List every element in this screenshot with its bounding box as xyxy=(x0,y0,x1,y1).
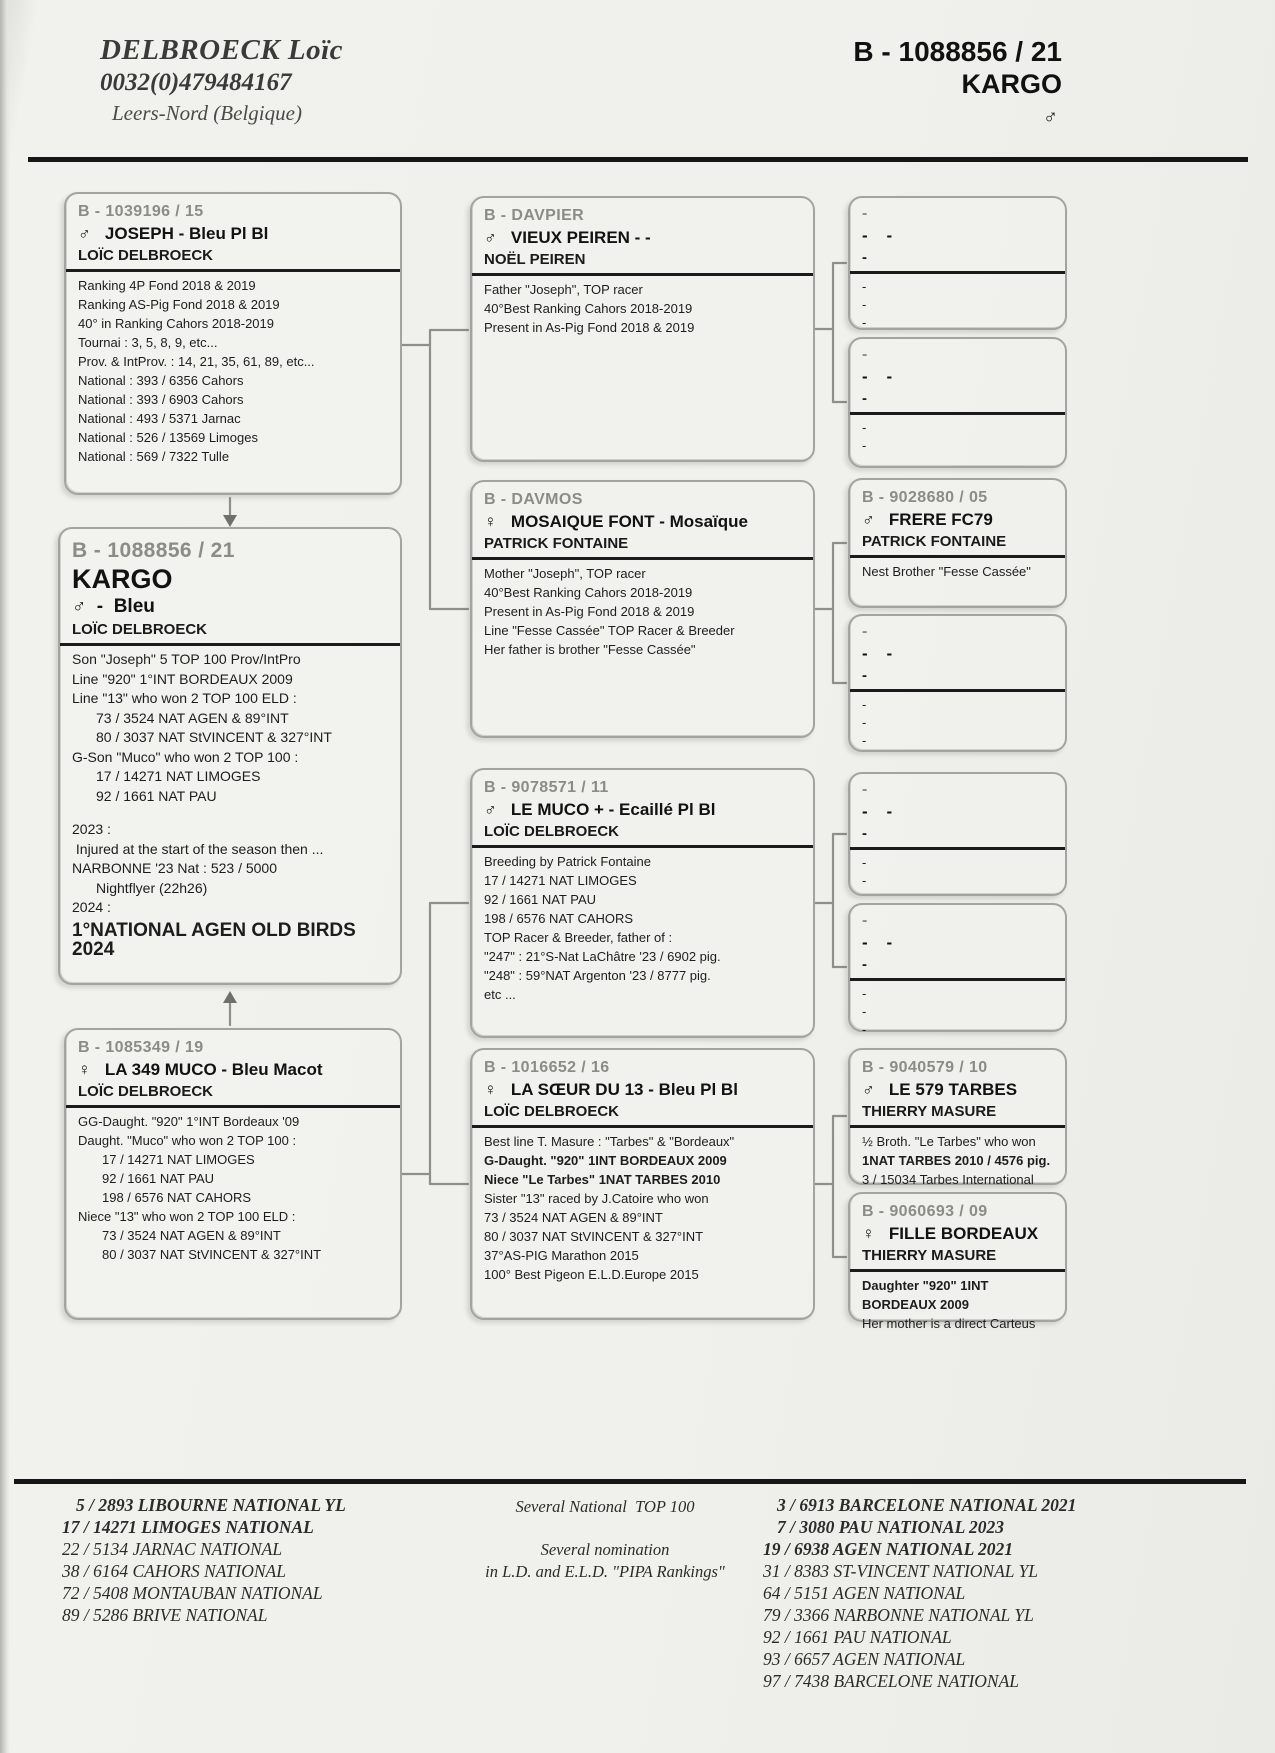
info-line: - xyxy=(862,696,867,712)
bird-name-line: - - xyxy=(862,932,893,952)
fancier-name-line: - xyxy=(850,248,1065,274)
fancier-name-line: LOÏC DELBROECK xyxy=(472,1102,813,1128)
info-line: - xyxy=(862,1021,867,1037)
bird-name-title: KARGO xyxy=(961,69,1062,99)
info-line: Line "13" who won 2 TOP 100 ELD : xyxy=(72,690,297,707)
footer-result-line: 92 / 1661 PAU NATIONAL xyxy=(763,1627,952,1647)
ring-number: - xyxy=(862,781,868,798)
info-line: 40° in Ranking Cahors 2018-2019 xyxy=(78,315,274,331)
info-line: 3 / 15034 Tarbes International xyxy=(862,1171,1034,1187)
footer-result-line: Several nomination xyxy=(540,1540,670,1559)
info-line: 92 / 1661 NAT PAU xyxy=(484,891,597,907)
bracket-mf-parents xyxy=(815,834,846,967)
ring-number: B - 9060693 / 09 xyxy=(862,1203,988,1220)
ring-number: B - 1088856 / 21 xyxy=(72,539,235,562)
info-line: National : 569 / 7322 Tulle xyxy=(78,448,230,464)
ring-number: B - 9078571 / 11 xyxy=(484,779,609,796)
footer-result-line: 97 / 7438 BARCELONE NATIONAL xyxy=(763,1671,1020,1691)
bird-name-line: ♀ FILLE BORDEAUX xyxy=(862,1223,1039,1243)
bracket-ff-parents xyxy=(815,263,846,402)
footer-result-line: Several National TOP 100 xyxy=(515,1497,695,1516)
box-info xyxy=(862,1272,1053,1333)
box-info xyxy=(484,560,801,659)
info-line: 2024 : xyxy=(72,899,111,916)
info-line: Best line T. Masure : "Tarbes" & "Bordeaux" xyxy=(484,1133,735,1149)
info-line: 198 / 6576 NAT CAHORS xyxy=(484,910,634,926)
info-line: 80 / 3037 NAT StVINCENT & 327°INT xyxy=(96,729,332,746)
bird-name-line: - - xyxy=(862,801,893,821)
footer-result-line: 3 / 6913 BARCELONE NATIONAL 2021 xyxy=(777,1495,1077,1515)
info-line: - xyxy=(862,278,867,294)
header-bird-block xyxy=(853,36,1062,129)
bird-ring-number: B - 1088856 / 21 xyxy=(853,36,1062,67)
info-line: Mother "Joseph", TOP racer xyxy=(484,565,646,581)
bird-name-line: ♂ VIEUX PEIREN - - xyxy=(484,227,651,247)
bracket-fm-parents xyxy=(815,543,846,683)
fancier-location: Leers-Nord (Belgique) xyxy=(112,101,302,125)
info-line: TOP Racer & Breeder, father of : xyxy=(484,929,673,945)
info-line: - xyxy=(862,714,867,730)
footer-results-center xyxy=(440,1496,770,1583)
info-line: - xyxy=(862,872,867,888)
info-line: Daughter "920" 1INT BORDEAUX 2009 xyxy=(862,1277,993,1312)
box-info xyxy=(72,646,388,960)
fancier-name-line: THIERRY MASURE xyxy=(850,1102,1065,1128)
ring-number: B - 1085349 / 19 xyxy=(78,1039,204,1056)
info-line: etc ... xyxy=(484,986,516,1002)
info-line: - xyxy=(862,732,867,748)
pedigree-box-fff xyxy=(848,196,1067,330)
box-info xyxy=(862,558,1053,581)
bird-name-line: ♀ LA SŒUR DU 13 - Bleu Pl Bl xyxy=(484,1079,738,1099)
info-line: 92 / 1661 NAT PAU xyxy=(102,1170,215,1186)
pedigree-box-fmm xyxy=(848,614,1067,752)
fancier-name-line: LOÏC DELBROECK xyxy=(60,620,400,646)
box-info xyxy=(862,1128,1053,1189)
info-line: - xyxy=(862,314,867,330)
info-line: 40°Best Ranking Cahors 2018-2019 xyxy=(484,300,693,316)
fancier-name-line: NOËL PEIREN xyxy=(472,250,813,276)
box-info xyxy=(78,1108,388,1264)
info-line: Father "Joseph", TOP racer xyxy=(484,281,643,297)
info-line: "248" : 59°NAT Argenton '23 / 8777 pig. xyxy=(484,967,711,983)
info-line: "247" : 21°S-Nat LaChâtre '23 / 6902 pig. xyxy=(484,948,721,964)
ring-number: B - DAVPIER xyxy=(484,207,585,224)
info-line: 2023 : xyxy=(72,821,111,838)
footer-result-line: 38 / 6164 CAHORS NATIONAL xyxy=(62,1561,286,1581)
info-line: 73 / 3524 NAT AGEN & 89°INT xyxy=(102,1227,281,1243)
bird-name-line: ♂ JOSEPH - Bleu Pl Bl xyxy=(78,223,269,243)
fancier-phone: 0032(0)479484167 xyxy=(100,69,292,96)
pedigree-box-mfm xyxy=(848,903,1067,1037)
info-line: Line "Fesse Cassée" TOP Racer & Breeder xyxy=(484,622,735,638)
bird-name-line: ♀ MOSAIQUE FONT - Mosaïque xyxy=(484,511,748,531)
bracket-father-parents xyxy=(402,330,468,609)
info-line: National : 393 / 6356 Cahors xyxy=(78,372,244,388)
info-line: G-Daught. "920" 1INT BORDEAUX 2009 xyxy=(484,1152,727,1168)
info-line: 1°NATIONAL AGEN OLD BIRDS 2024 xyxy=(72,919,362,961)
info-line: 17 / 14271 NAT LIMOGES xyxy=(484,872,637,888)
box-info xyxy=(862,850,1053,890)
info-line: 80 / 3037 NAT StVINCENT & 327°INT xyxy=(102,1246,322,1262)
info-line: Nest Brother "Fesse Cassée" xyxy=(862,563,1031,579)
bird-name-line: ♂ LE 579 TARBES xyxy=(862,1079,1018,1099)
info-line: Tournai : 3, 5, 8, 9, etc... xyxy=(78,334,218,350)
fancier-name-line: LOÏC DELBROECK xyxy=(66,246,400,272)
fancier-name-line: PATRICK FONTAINE xyxy=(472,534,813,560)
info-line: Breeding by Patrick Fontaine xyxy=(484,853,651,869)
info-line: Sister "13" raced by J.Catoire who won xyxy=(484,1190,709,1206)
pedigree-box-mmm xyxy=(848,1192,1067,1331)
footer-result-line: 5 / 2893 LIBOURNE NATIONAL YL xyxy=(76,1495,346,1515)
header-fancier-block xyxy=(100,34,343,126)
info-line: National : 493 / 5371 Jarnac xyxy=(78,410,241,426)
arrow-up-head xyxy=(223,991,237,1003)
info-line: 73 / 3524 NAT AGEN & 89°INT xyxy=(484,1209,663,1225)
ring-number: B - 1016652 / 16 xyxy=(484,1059,610,1076)
info-line: - xyxy=(862,419,867,435)
info-line: G-Son "Muco" who won 2 TOP 100 : xyxy=(72,748,299,765)
ring-number: B - 9028680 / 05 xyxy=(862,489,988,506)
footer-result-line xyxy=(440,1518,770,1539)
info-line: 198 / 6576 NAT CAHORS xyxy=(102,1189,252,1205)
box-info xyxy=(862,415,1053,455)
info-line: - xyxy=(862,1003,867,1019)
fancier-name-line: - xyxy=(850,389,1065,415)
bird-name-line: - - xyxy=(862,225,893,245)
fancier-name-line: - xyxy=(850,824,1065,850)
fancier-name: DELBROECK Loïc xyxy=(100,34,344,66)
footer-result-line: 22 / 5134 JARNAC NATIONAL xyxy=(62,1539,283,1559)
info-line: ½ Broth. "Le Tarbes" who won xyxy=(862,1133,1036,1149)
box-info xyxy=(484,848,801,1004)
footer-result-line: 64 / 5151 AGEN NATIONAL xyxy=(763,1583,966,1603)
info-line: - xyxy=(862,854,867,870)
footer-result-line: 72 / 5408 MONTAUBAN NATIONAL xyxy=(62,1583,323,1603)
info-line: 92 / 1661 NAT PAU xyxy=(96,787,217,804)
box-info xyxy=(862,981,1053,1039)
pedigree-box-father xyxy=(64,192,402,495)
info-line: 37°AS-PIG Marathon 2015 xyxy=(484,1247,639,1263)
ring-number: B - DAVMOS xyxy=(484,491,583,508)
footer-result-line: 31 / 8383 ST-VINCENT NATIONAL YL xyxy=(763,1561,1039,1581)
fancier-name-line: PATRICK FONTAINE xyxy=(850,532,1065,558)
pedigree-box-fm xyxy=(470,480,815,738)
info-line: National : 526 / 13569 Limoges xyxy=(78,429,258,445)
bird-name-line: ♂ FRERE FC79 xyxy=(862,509,993,529)
info-line: Niece "13" who won 2 TOP 100 ELD : xyxy=(78,1208,296,1224)
info-line: Nightflyer (22h26) xyxy=(96,879,208,896)
info-line: Son "Joseph" 5 TOP 100 Prov/IntPro xyxy=(72,651,301,668)
info-line: - xyxy=(862,437,867,453)
footer-result-line: 17 / 14271 LIMOGES NATIONAL xyxy=(62,1517,314,1537)
footer-result-line: 19 / 6938 AGEN NATIONAL 2021 xyxy=(763,1539,1014,1559)
fancier-name-line: - xyxy=(850,666,1065,692)
info-line: 17 / 14271 NAT LIMOGES xyxy=(96,768,261,785)
box-info xyxy=(78,272,388,466)
bird-name-line: KARGO xyxy=(72,564,173,595)
box-info xyxy=(862,274,1053,332)
footer-result-line: 89 / 5286 BRIVE NATIONAL xyxy=(62,1605,268,1625)
fancier-name-line: THIERRY MASURE xyxy=(850,1246,1065,1272)
footer-results-right xyxy=(763,1494,1076,1692)
info-line: 73 / 3524 NAT AGEN & 89°INT xyxy=(96,709,289,726)
pedigree-box-mf xyxy=(470,768,815,1038)
bracket-mother-parents xyxy=(402,903,468,1184)
pedigree-box-ff xyxy=(470,196,815,462)
fancier-name-line: LOÏC DELBROECK xyxy=(472,822,813,848)
bird-name-line: - - xyxy=(862,366,893,386)
info-line: Her mother is a direct Carteus xyxy=(862,1315,1036,1331)
fancier-name-line: - xyxy=(850,955,1065,981)
info-line: Prov. & IntProv. : 14, 21, 35, 61, 89, etc... xyxy=(78,353,315,369)
fancier-name-line: LOÏC DELBROECK xyxy=(66,1082,400,1108)
info-line: Daught. "Muco" who won 2 TOP 100 : xyxy=(78,1132,297,1148)
info-line: Present in As-Pig Fond 2018 & 2019 xyxy=(484,319,695,335)
footer-result-line: 7 / 3080 PAU NATIONAL 2023 xyxy=(777,1517,1005,1537)
info-line: National : 393 / 6903 Cahors xyxy=(78,391,244,407)
male-symbol: ♂ xyxy=(1043,106,1058,128)
bottom-divider-rule xyxy=(14,1479,1246,1484)
pedigree-box-mother xyxy=(64,1028,402,1320)
info-line: 80 / 3037 NAT StVINCENT & 327°INT xyxy=(484,1228,704,1244)
pedigree-box-subject xyxy=(58,527,402,985)
footer-result-line: 93 / 6657 AGEN NATIONAL xyxy=(763,1649,966,1669)
info-line: Line "920" 1°INT BORDEAUX 2009 xyxy=(72,670,293,687)
bird-name-line: ♀ LA 349 MUCO - Bleu Macot xyxy=(78,1059,323,1079)
footer-result-line: 79 / 3366 NARBONNE NATIONAL YL xyxy=(763,1605,1034,1625)
info-line: Present in As-Pig Fond 2018 & 2019 xyxy=(484,603,695,619)
ring-number: - xyxy=(862,346,868,363)
info-line: Niece "Le Tarbes" 1NAT TARBES 2010 xyxy=(484,1171,721,1187)
pedigree-box-mm xyxy=(470,1048,815,1320)
bird-name-line: ♂ LE MUCO + - Ecaillé Pl Bl xyxy=(484,799,716,819)
box-info xyxy=(862,692,1053,750)
arrow-down-head xyxy=(223,515,237,527)
pedigree-box-mff xyxy=(848,772,1067,896)
info-line: Her father is brother "Fesse Cassée" xyxy=(484,641,696,657)
info-line: - xyxy=(862,985,867,1001)
footer-results-left xyxy=(62,1494,346,1626)
info-line: 1NAT TARBES 2010 / 4576 pig. xyxy=(862,1152,1051,1168)
info-line: - xyxy=(862,296,867,312)
bracket-mm-parents xyxy=(815,1116,846,1257)
scan-edge-shadow xyxy=(0,0,10,1753)
bird-name-line: - - xyxy=(862,643,893,663)
footer-result-line: in L.D. and E.L.D. "PIPA Rankings" xyxy=(485,1562,725,1581)
bird-sex-color-line: ♂ - Bleu xyxy=(72,596,155,618)
info-line: Ranking 4P Fond 2018 & 2019 xyxy=(78,277,256,293)
ring-number: B - 9040579 / 10 xyxy=(862,1059,988,1076)
pedigree-box-fmf xyxy=(848,478,1067,608)
box-info xyxy=(484,276,801,337)
ring-number: - xyxy=(862,205,868,222)
info-line: GG-Daught. "920" 1°INT Bordeaux '09 xyxy=(78,1113,300,1129)
top-divider-rule xyxy=(28,157,1248,162)
pedigree-box-ffm xyxy=(848,337,1067,468)
info-line: Ranking AS-Pig Fond 2018 & 2019 xyxy=(78,296,280,312)
ring-number: - xyxy=(862,912,868,929)
box-info xyxy=(484,1128,801,1284)
info-line: 100° Best Pigeon E.L.D.Europe 2015 xyxy=(484,1266,699,1282)
info-line: NARBONNE '23 Nat : 523 / 5000 xyxy=(72,860,277,877)
ring-number: B - 1039196 / 15 xyxy=(78,203,204,220)
info-line: 40°Best Ranking Cahors 2018-2019 xyxy=(484,584,693,600)
info-line: Injured at the start of the season then ... xyxy=(72,840,324,857)
info-line: 17 / 14271 NAT LIMOGES xyxy=(102,1151,255,1167)
info-line xyxy=(72,806,388,820)
pedigree-box-mmf xyxy=(848,1048,1067,1185)
ring-number: - xyxy=(862,623,868,640)
